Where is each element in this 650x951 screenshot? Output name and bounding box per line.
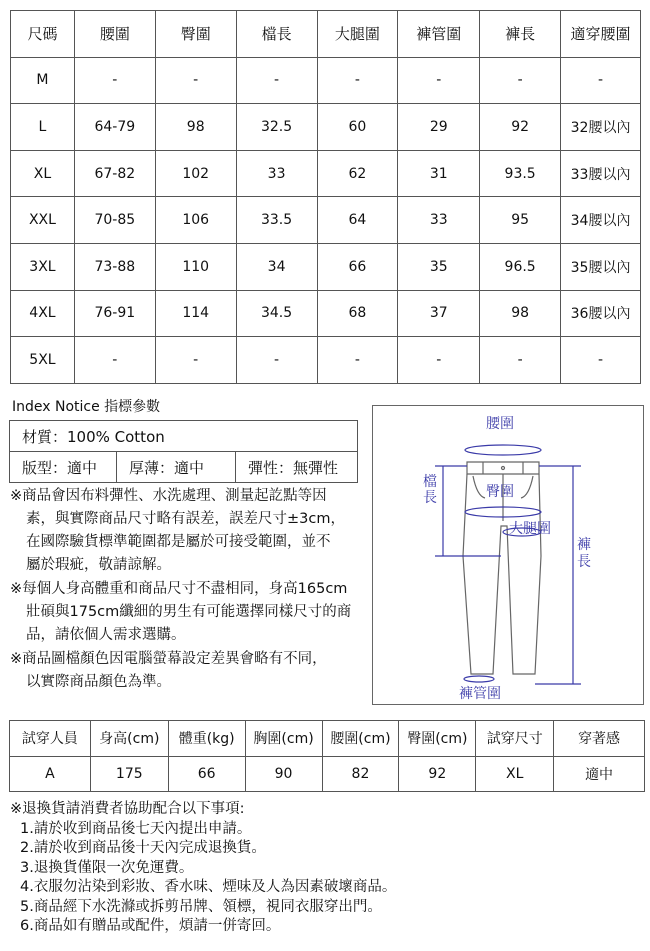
return-item: 1.請於收到商品後七天內提出申請。 xyxy=(20,820,252,837)
return-item: 4.衣服勿沾染到彩妝、香水味、煙味及人為因素破壞商品。 xyxy=(20,879,397,895)
header-cell: 穿著感 xyxy=(554,721,645,757)
header-cell: 試穿尺寸 xyxy=(476,721,554,757)
size-cell: 93.5 xyxy=(480,150,561,197)
size-cell: L xyxy=(11,104,75,151)
return-item: 2.請於收到商品後十天內完成退換貨。 xyxy=(20,840,266,856)
note-line: 屬於瑕疵，敬請諒解。 xyxy=(26,557,171,573)
fit-row xyxy=(10,756,645,792)
size-row xyxy=(11,197,641,244)
header-cell: 褲長 xyxy=(480,11,561,58)
label-rise-2: 長 xyxy=(423,490,437,506)
note-line: ※商品圖檔顏色因電腦螢幕設定差異會略有不同， xyxy=(10,651,327,667)
header-cell: 大腿圍 xyxy=(317,11,398,58)
size-cell: - xyxy=(236,337,317,384)
fit-header-row xyxy=(10,721,645,757)
size-cell: 96.5 xyxy=(480,243,561,290)
size-cell: 68 xyxy=(317,290,398,337)
size-cell: 34腰以內 xyxy=(561,197,641,244)
label-rise-1: 檔 xyxy=(423,474,437,490)
size-cell: 35 xyxy=(398,243,480,290)
header-cell: 身高(cm) xyxy=(90,721,168,757)
return-policy xyxy=(10,800,396,937)
size-cell: 37 xyxy=(398,290,480,337)
label-length-2: 長 xyxy=(577,554,591,570)
size-row xyxy=(11,243,641,290)
size-cell: 5XL xyxy=(11,337,75,384)
note-paragraph xyxy=(10,485,365,577)
label-waist: 腰圍 xyxy=(486,416,514,432)
label-length-1: 褲 xyxy=(577,537,591,553)
size-cell: - xyxy=(480,337,561,384)
return-item: 3.退換貨僅限一次免運費。 xyxy=(20,859,194,876)
fit-cell: XL xyxy=(476,756,554,792)
size-row xyxy=(11,337,641,384)
size-cell: 70-85 xyxy=(74,197,155,244)
header-cell: 褲管圍 xyxy=(398,11,480,58)
size-cell: 34 xyxy=(236,243,317,290)
size-cell: 33腰以內 xyxy=(561,150,641,197)
header-cell: 胸圍(cm) xyxy=(245,721,322,757)
size-cell: 66 xyxy=(317,243,398,290)
header-cell: 腰圍 xyxy=(74,11,155,58)
size-cell: 98 xyxy=(155,104,236,151)
pants-measurement-diagram xyxy=(372,405,644,705)
fit-cell: 82 xyxy=(322,756,399,792)
size-table xyxy=(10,10,641,384)
return-item: 6.商品如有贈品或配件，煩請一併寄回。 xyxy=(20,918,281,934)
fit-table xyxy=(9,720,645,792)
size-cell: XXL xyxy=(11,197,75,244)
fit-cell: 66 xyxy=(168,756,245,792)
size-cell: 102 xyxy=(155,150,236,197)
note-line: ※每個人身高體重和商品尺寸不盡相同，身高165cm xyxy=(10,581,348,597)
fit: 版型：適中 xyxy=(10,452,117,483)
size-cell: 34.5 xyxy=(236,290,317,337)
size-cell: M xyxy=(11,57,75,104)
size-cell: - xyxy=(155,337,236,384)
note-line: 素，與實際商品尺寸略有誤差，誤差尺寸±3cm， xyxy=(26,511,345,527)
note-paragraph xyxy=(10,648,365,694)
note-line: 品，請依個人需求選購。 xyxy=(26,627,186,643)
size-cell: - xyxy=(317,337,398,384)
fit-cell: 90 xyxy=(245,756,322,792)
thickness: 厚薄：適中 xyxy=(117,452,236,483)
size-cell: 67-82 xyxy=(74,150,155,197)
note-paragraph xyxy=(10,578,365,647)
size-cell: 29 xyxy=(398,104,480,151)
header-cell: 體重(kg) xyxy=(168,721,245,757)
stretch: 彈性：無彈性 xyxy=(236,452,358,483)
return-item: 5.商品經下水洗滌或拆剪吊牌、領標，視同衣服穿出門。 xyxy=(20,898,382,915)
size-cell: 106 xyxy=(155,197,236,244)
size-cell: - xyxy=(561,57,641,104)
fit-cell: 175 xyxy=(90,756,168,792)
size-cell: 95 xyxy=(480,197,561,244)
size-cell: 73-88 xyxy=(74,243,155,290)
header-cell: 尺碼 xyxy=(11,11,75,58)
index-notice-title: Index Notice 指標參數 xyxy=(12,399,161,415)
note-line: 以實際商品顏色為準。 xyxy=(26,674,171,690)
size-cell: 114 xyxy=(155,290,236,337)
header-cell: 適穿腰圍 xyxy=(561,11,641,58)
size-cell: - xyxy=(398,337,480,384)
fit-cell: 92 xyxy=(399,756,476,792)
size-row xyxy=(11,104,641,151)
size-row xyxy=(11,150,641,197)
note-line: 壯碩與175cm纖細的男生有可能選擇同樣尺寸的商 xyxy=(26,604,352,620)
size-cell: - xyxy=(236,57,317,104)
size-cell: - xyxy=(480,57,561,104)
size-cell: 98 xyxy=(480,290,561,337)
header-cell: 檔長 xyxy=(236,11,317,58)
label-hem: 褲管圍 xyxy=(459,686,501,702)
size-header-row xyxy=(11,11,641,58)
size-cell: 31 xyxy=(398,150,480,197)
size-cell: - xyxy=(155,57,236,104)
label-hip: 臀圍 xyxy=(486,484,514,500)
material: 材質：100% Cotton xyxy=(10,421,358,452)
size-cell: 36腰以內 xyxy=(561,290,641,337)
size-cell: 33 xyxy=(236,150,317,197)
size-cell: 76-91 xyxy=(74,290,155,337)
note-line: ※商品會因布料彈性、水洗處理、測量起訖點等因 xyxy=(10,488,327,504)
size-cell: - xyxy=(398,57,480,104)
spec-table xyxy=(9,420,358,483)
header-cell: 腰圍(cm) xyxy=(322,721,399,757)
size-row xyxy=(11,57,641,104)
size-cell: 32.5 xyxy=(236,104,317,151)
fit-cell: A xyxy=(10,756,91,792)
label-thigh: 大腿圍 xyxy=(509,521,551,537)
fit-cell: 適中 xyxy=(554,756,645,792)
return-policy-title: ※退換貨請消費者協助配合以下事項: xyxy=(10,801,245,817)
size-cell: - xyxy=(74,57,155,104)
size-cell: 4XL xyxy=(11,290,75,337)
size-cell: - xyxy=(74,337,155,384)
size-cell: 64 xyxy=(317,197,398,244)
header-cell: 臀圍(cm) xyxy=(399,721,476,757)
header-cell: 臀圍 xyxy=(155,11,236,58)
size-cell: 110 xyxy=(155,243,236,290)
size-cell: - xyxy=(561,337,641,384)
size-cell: 64-79 xyxy=(74,104,155,151)
size-cell: 3XL xyxy=(11,243,75,290)
note-line: 在國際驗貨標準範圍都是屬於可接受範圍，並不 xyxy=(26,534,331,550)
size-cell: - xyxy=(317,57,398,104)
size-cell: XL xyxy=(11,150,75,197)
size-cell: 35腰以內 xyxy=(561,243,641,290)
size-cell: 62 xyxy=(317,150,398,197)
size-cell: 60 xyxy=(317,104,398,151)
size-row xyxy=(11,290,641,337)
size-cell: 92 xyxy=(480,104,561,151)
size-cell: 32腰以內 xyxy=(561,104,641,151)
size-cell: 33.5 xyxy=(236,197,317,244)
header-cell: 試穿人員 xyxy=(10,721,91,757)
size-cell: 33 xyxy=(398,197,480,244)
